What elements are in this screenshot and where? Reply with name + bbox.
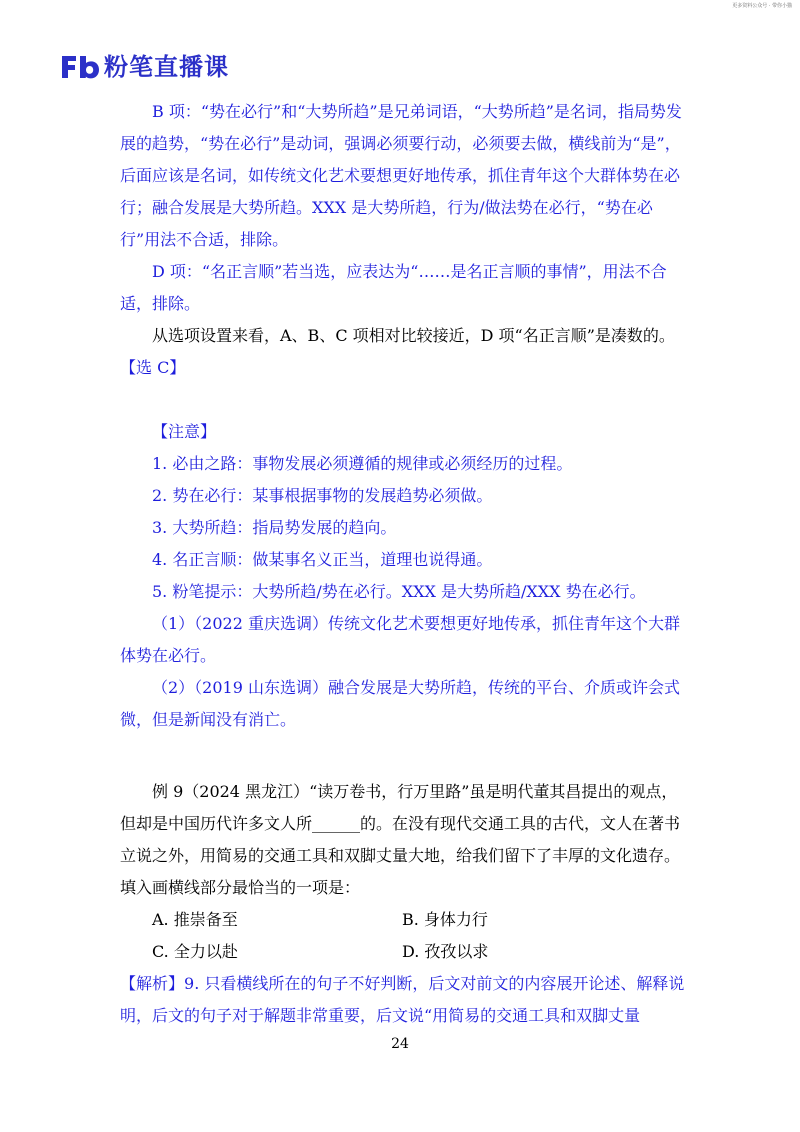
note-item: 5. 粉笔提示：大势所趋/势在必行。XXX 是大势所趋/XXX 势在必行。 (152, 582, 646, 601)
note-example: （1）（2022 重庆选调）传统文化艺术要想更好地传承，抓住青年这个大群体势在必行。 (120, 614, 680, 665)
option-c: C. 全力以赴 (152, 942, 238, 961)
option-b: B. 身体力行 (402, 910, 488, 929)
note-example: （2）（2019 山东选调）融合发展是大势所趋，传统的平台、介质或许会式微，但是新闻没有消亡。 (120, 678, 680, 729)
fenbi-logo-icon (60, 54, 100, 80)
option-a: A. 推崇备至 (152, 910, 238, 929)
analysis-option-b: B 项：“势在必行”和“大势所趋”是兄弟词语，“大势所趋”是名词，指局势发展的趋势，“势在必行”是动词，强调必须要行动，必须要去做，横线前为“是”，后面应该是名词，如传统文化艺术要想更好地传承，抓住青年这个大群体势在必行；融合发展是大势所趋。XXX 是大势所趋，行为/做法势在必行，“势在必行”用法不合适，排除。 (120, 102, 682, 249)
explanation-label: 【解析】 (120, 974, 185, 993)
explanation-text: 9. 只看横线所在的句子不好判断，后文对前文的内容展开论述、解释说明，后文的句子对于解题非常重要，后文说“用简易的交通工具和双脚丈量 (120, 974, 685, 1025)
note-item: 2. 势在必行：某事根据事物的发展趋势必须做。 (152, 486, 493, 505)
spacer (120, 736, 690, 768)
analysis-option-d: D 项：“名正言顺”若当选，应表达为“……是名正言顺的事情”，用法不合适，排除。 (120, 262, 667, 313)
option-d: D. 孜孜以求 (402, 942, 489, 961)
spacer (120, 384, 690, 416)
brand-name: 粉笔直播课 (104, 53, 229, 81)
note-title: 【注意】 (152, 422, 217, 441)
options-row (120, 936, 690, 968)
page-content (120, 96, 690, 1032)
note-item: 4. 名正言顺：做某事名义正当，道理也说得通。 (152, 550, 493, 569)
answer-badge: 【选 C】 (120, 358, 186, 377)
options-row (120, 904, 690, 936)
note-item: 1. 必由之路：事物发展必须遵循的规律或必须经历的过程。 (152, 454, 573, 473)
question-stem: 例 9（2024 黑龙江）“读万卷书，行万里路”虽是明代董其昌提出的观点，但却是中国历代许多文人所______的。在没有现代交通工具的古代，文人在著书立说之外，用简易的交通工具和双脚丈量大地，给我们留下了丰厚的文化遗存。 (120, 782, 681, 865)
option-summary: 从选项设置来看，A、B、C 项相对比较接近，D 项“名正言顺”是凑数的。 (152, 326, 675, 345)
page-number: 24 (391, 1036, 409, 1052)
watermark: 更多资料公众号 · 带你小猫 (732, 3, 792, 9)
note-item: 3. 大势所趋：指局势发展的趋向。 (152, 518, 397, 537)
question-prompt: 填入画横线部分最恰当的一项是： (120, 878, 361, 897)
explanation (120, 968, 690, 1032)
